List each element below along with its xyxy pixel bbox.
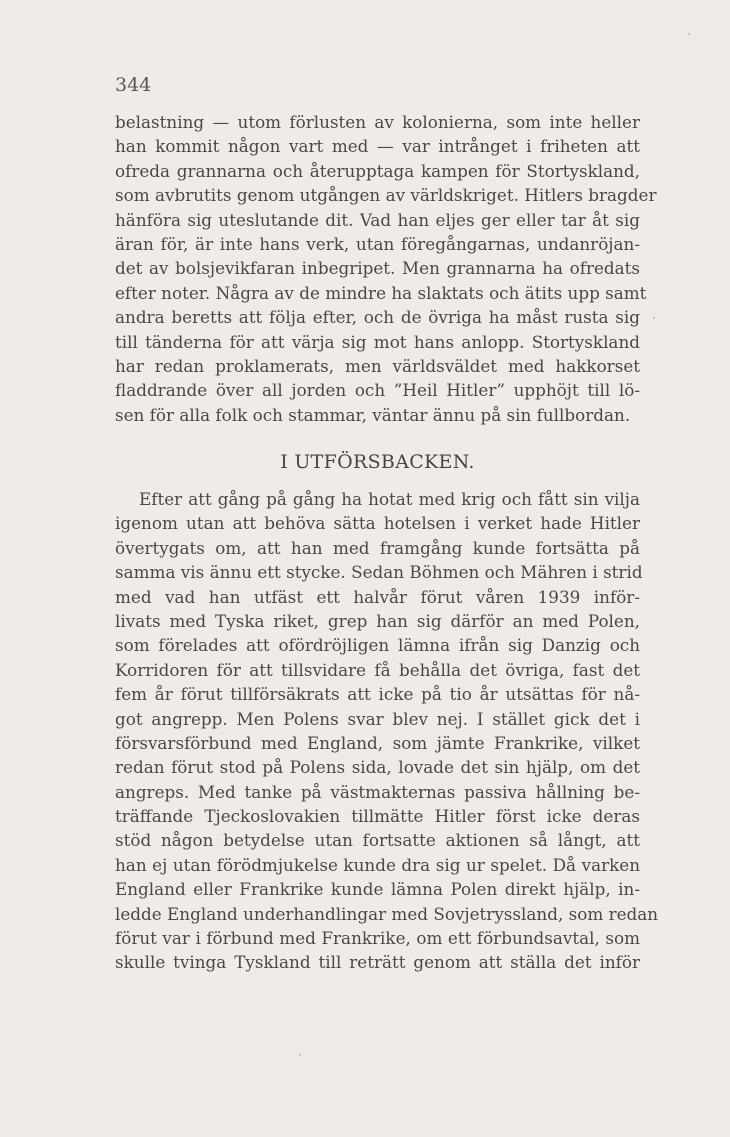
text-line: sen för alla folk och stammar, väntar ännu på sin fullbordan.	[115, 404, 631, 425]
text-line: till tänderna för att värja sig mot hans anlopp. Stortyskland	[115, 331, 640, 352]
paper-speck	[299, 1054, 301, 1056]
text-line: han kommit någon vart med — var intrånget i friheten att	[115, 136, 640, 157]
text-line: som förelades att ofördröjligen lämna ifrån sig Danzig och	[115, 635, 640, 656]
paragraph-2	[115, 487, 659, 975]
text-line: har redan proklamerats, men världsväldet med hakkorset	[115, 355, 640, 376]
text-line: hänföra sig uteslutande dit. Vad han eljes ger eller tar åt sig	[115, 209, 640, 230]
text-line: stöd någon betydelse utan fortsatte aktionen så långt, att	[115, 830, 640, 851]
text-line: skulle tvinga Tyskland till reträtt genom att ställa det inför	[115, 952, 640, 973]
paragraph-1	[115, 110, 657, 427]
text-line: det av bolsjevikfaran inbegripet. Men grannarna ha ofredats	[115, 258, 640, 279]
text-line: belastning — utom förlusten av kolonierna, som inte heller	[115, 112, 640, 132]
page-number: 344	[115, 74, 152, 96]
text-line: redan förut stod på Polens sida, lovade det sin hjälp, om det	[115, 757, 640, 778]
text-line: äran för, är inte hans verk, utan föregångarnas, undanröjan-	[115, 233, 640, 254]
text-line: förut var i förbund med Frankrike, om ett förbundsavtal, som	[115, 928, 640, 949]
paper-speck	[653, 317, 655, 319]
text-line: got angrepp. Men Polens svar blev nej. I stället gick det i	[115, 708, 640, 729]
text-line: livats med Tyska riket, grep han sig därför an med Polen,	[115, 610, 640, 631]
text-line: övertygats om, att han med framgång kunde fortsätta på	[115, 537, 640, 558]
text-line: samma vis ännu ett stycke. Sedan Böhmen och Mähren i strid	[115, 562, 643, 583]
text-line: Efter att gång på gång ha hotat med krig och fått sin vilja	[139, 489, 640, 509]
text-line: ofreda grannarna och återupptaga kampen för Stortyskland,	[115, 160, 640, 181]
text-line: England eller Frankrike kunde lämna Polen direkt hjälp, in-	[115, 879, 640, 900]
text-line: han ej utan förödmjukelse kunde dra sig ur spelet. Då varken	[115, 854, 640, 875]
text-line: efter noter. Några av de mindre ha slaktats och ätits upp samt	[115, 282, 647, 303]
text-line: med vad han utfäst ett halvår förut våren 1939 inför-	[115, 586, 640, 607]
text-line: fladdrande över all jorden och ”Heil Hitler” upphöjt till lö-	[115, 380, 640, 401]
text-line: Korridoren för att tillsvidare få behålla det övriga, fast det	[115, 659, 640, 680]
paper-speck	[688, 33, 690, 35]
section-heading: I UTFÖRSBACKEN.	[280, 451, 475, 473]
text-line: som avbrutits genom utgången av världskriget. Hitlers bragder	[115, 185, 657, 206]
text-line: fem år förut tillförsäkrats att icke på tio år utsättas för nå-	[115, 684, 640, 705]
text-line: andra beretts att följa efter, och de övriga ha måst rusta sig	[115, 307, 640, 328]
text-line: försvarsförbund med England, som jämte Frankrike, vilket	[115, 732, 640, 753]
text-line: angreps. Med tanke på västmakternas passiva hållning be-	[115, 781, 640, 802]
text-line: träffande Tjeckoslovakien tillmätte Hitler först icke deras	[115, 806, 640, 827]
text-line: ledde England underhandlingar med Sovjetryssland, som redan	[115, 903, 659, 924]
text-line: igenom utan att behöva sätta hotelsen i verket hade Hitler	[115, 513, 640, 534]
